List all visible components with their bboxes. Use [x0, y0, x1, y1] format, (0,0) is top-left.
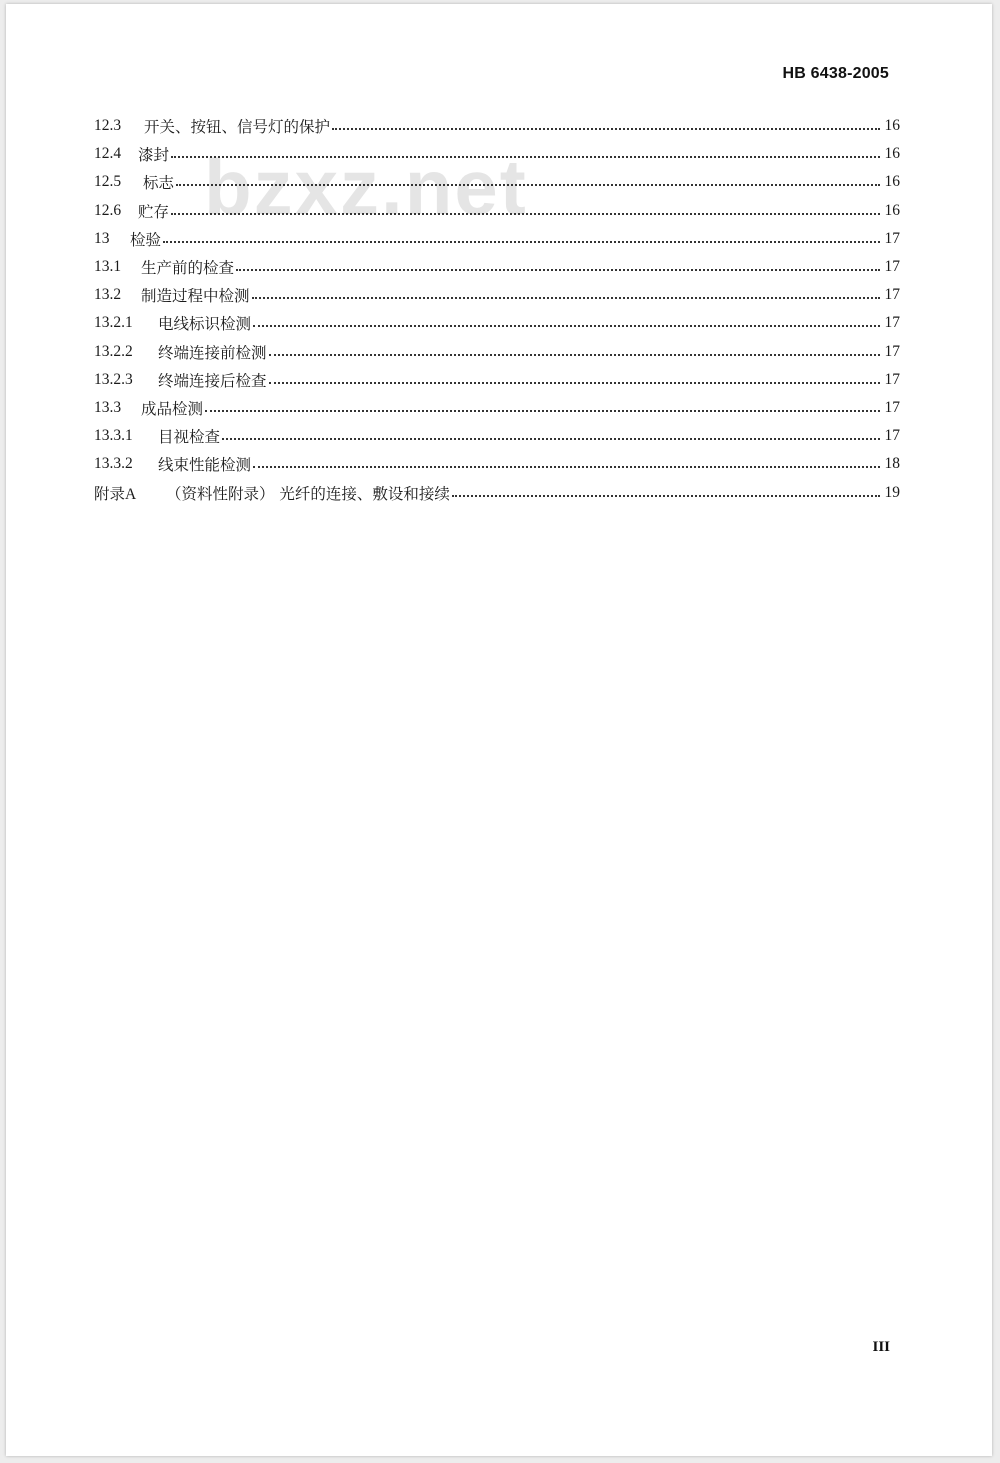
toc-entry[interactable]: [94, 112, 900, 140]
toc-entry-page: 17: [884, 342, 900, 360]
toc-entry-page: 17: [884, 314, 900, 332]
toc-entry-page: 16: [884, 173, 900, 191]
toc-leader-dots: [269, 372, 880, 388]
toc-entry-page: 17: [884, 398, 900, 416]
toc-entry-title: 制造过程中检测: [141, 287, 250, 306]
toc-entry-title: 贮存: [138, 202, 170, 221]
toc-entry-title: 检验: [130, 230, 162, 249]
toc-entry[interactable]: [94, 422, 900, 450]
toc-entry-title: 生产前的检查: [141, 259, 235, 278]
toc-entry[interactable]: [94, 197, 900, 225]
toc-entry[interactable]: [94, 338, 900, 366]
toc-entry-appendix[interactable]: [94, 478, 900, 506]
toc-entry[interactable]: [94, 140, 900, 168]
table-of-contents: [94, 112, 900, 507]
toc-entry-number: 12.4: [94, 145, 122, 163]
toc-entry-number: 附录A: [94, 485, 137, 503]
toc-entry-page: 17: [884, 258, 900, 276]
toc-entry-page: 16: [884, 145, 900, 163]
toc-entry-title: （资料性附录） 光纤的连接、敷设和接续: [166, 484, 450, 503]
toc-entry-title: 终端连接前检测: [158, 343, 267, 362]
document-page: [6, 4, 992, 1456]
toc-entry-number: 13.2.2: [94, 342, 133, 360]
toc-entry-title: 电线标识检测: [158, 315, 252, 334]
toc-entry-page: 17: [884, 229, 900, 247]
toc-entry-page: 18: [884, 455, 900, 473]
toc-entry-page: 17: [884, 286, 900, 304]
toc-leader-dots: [171, 146, 880, 162]
toc-entry-number: 13.3: [94, 398, 122, 416]
toc-entry[interactable]: [94, 253, 900, 281]
toc-leader-dots: [163, 231, 880, 247]
toc-entry-page: 17: [884, 370, 900, 388]
toc-entry-title: 目视检查: [158, 428, 221, 447]
toc-entry-number: 13.3.1: [94, 427, 133, 445]
toc-leader-dots: [253, 315, 880, 331]
toc-entry-title: 开关、按钮、信号灯的保护: [144, 118, 331, 137]
toc-leader-dots: [176, 174, 880, 190]
toc-entry-number: 13.3.2: [94, 455, 133, 473]
toc-entry-number: 13.2: [94, 286, 122, 304]
toc-leader-dots: [236, 259, 880, 275]
document-code: HB 6438-2005: [782, 65, 889, 82]
toc-entry-title: 线束性能检测: [158, 456, 252, 475]
toc-leader-dots: [252, 287, 880, 303]
toc-entry[interactable]: [94, 309, 900, 337]
toc-entry-number: 12.6: [94, 201, 122, 219]
toc-entry-title: 成品检测: [141, 399, 204, 418]
toc-entry-page: 19: [884, 483, 900, 501]
toc-entry[interactable]: [94, 366, 900, 394]
toc-entry-number: 13.2.3: [94, 370, 133, 388]
toc-entry-number: 12.5: [94, 173, 122, 191]
toc-entry-page: 17: [884, 427, 900, 445]
toc-entry-number: 13: [94, 229, 110, 247]
toc-leader-dots: [253, 456, 880, 472]
toc-entry-page: 16: [884, 201, 900, 219]
toc-entry-number: 13.1: [94, 258, 122, 276]
toc-entry-number: 12.3: [94, 117, 122, 135]
toc-entry-title: 漆封: [138, 146, 170, 165]
toc-leader-dots: [171, 203, 880, 219]
toc-entry-number: 13.2.1: [94, 314, 133, 332]
toc-entry-title: 标志: [143, 174, 175, 193]
toc-leader-dots: [332, 118, 880, 134]
page-number: III: [872, 1339, 890, 1355]
toc-entry-title: 终端连接后检查: [158, 371, 267, 390]
toc-entry[interactable]: [94, 225, 900, 253]
toc-entry[interactable]: [94, 168, 900, 196]
toc-leader-dots: [452, 485, 880, 501]
watermark-text: bzxz.net: [204, 143, 528, 231]
toc-leader-dots: [222, 428, 880, 444]
toc-entry-page: 16: [884, 117, 900, 135]
toc-entry[interactable]: [94, 394, 900, 422]
toc-leader-dots: [205, 400, 880, 416]
toc-leader-dots: [269, 344, 880, 360]
toc-entry[interactable]: [94, 450, 900, 478]
toc-entry[interactable]: [94, 281, 900, 309]
